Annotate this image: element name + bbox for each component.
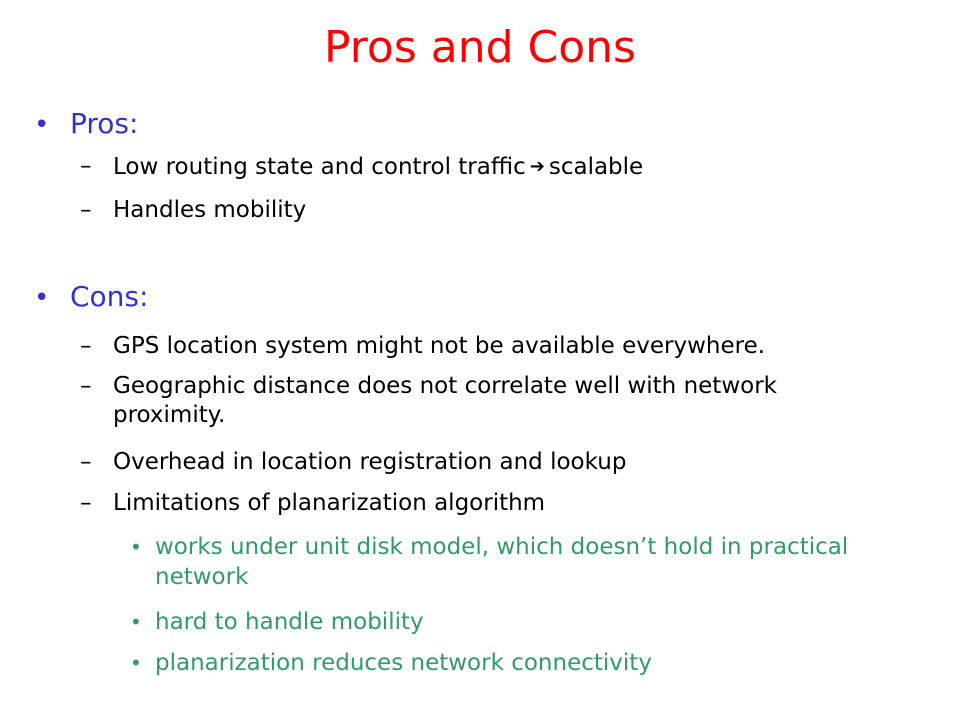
dash-icon: –: [80, 197, 92, 223]
bullet-icon: •: [130, 610, 142, 634]
dash-icon: –: [80, 153, 92, 179]
pros-item-2-text: Handles mobility: [113, 197, 307, 223]
cons-subitem-2-text: hard to handle mobility: [155, 609, 424, 635]
cons-item-1: [80, 332, 940, 361]
cons-heading-row: [34, 279, 148, 316]
pros-item-1-after: scalable: [548, 154, 644, 180]
cons-subitem-1: [130, 532, 930, 592]
cons-item-2: [80, 372, 940, 430]
pros-item-1-text: [113, 152, 940, 182]
dash-icon: –: [80, 373, 92, 399]
cons-item-2-text: Geographic distance does not correlate well with network proximity.: [113, 373, 777, 428]
bullet-icon: •: [34, 283, 50, 313]
dash-icon: –: [80, 333, 92, 359]
cons-item-4: [80, 489, 940, 518]
pros-item-1-before: Low routing state and control traffic: [113, 154, 526, 180]
cons-item-3-text: Overhead in location registration and lookup: [113, 449, 627, 475]
cons-item-1-text: GPS location system might not be available everywhere.: [113, 333, 766, 359]
bullet-icon: •: [130, 651, 142, 675]
cons-subitem-2: [130, 607, 930, 637]
cons-subitem-3: [130, 648, 930, 678]
dash-icon: –: [80, 449, 92, 475]
pros-heading-row: [34, 106, 138, 143]
pros-heading: Pros:: [70, 107, 139, 140]
cons-item-3: [80, 448, 940, 477]
slide-title: Pros and Cons: [324, 22, 636, 73]
cons-subitem-3-text: planarization reduces network connectivity: [155, 650, 652, 676]
cons-heading: Cons:: [70, 280, 149, 313]
bullet-icon: •: [34, 110, 50, 140]
pros-item-2: [80, 196, 940, 225]
cons-item-4-text: Limitations of planarization algorithm: [113, 490, 546, 516]
cons-subitem-1-text: works under unit disk model, which doesn’t hold in practical network: [155, 534, 849, 590]
right-arrow-icon: ➔: [529, 156, 545, 177]
pros-item-1: [80, 152, 940, 182]
bullet-icon: •: [130, 535, 142, 559]
dash-icon: –: [80, 490, 92, 516]
